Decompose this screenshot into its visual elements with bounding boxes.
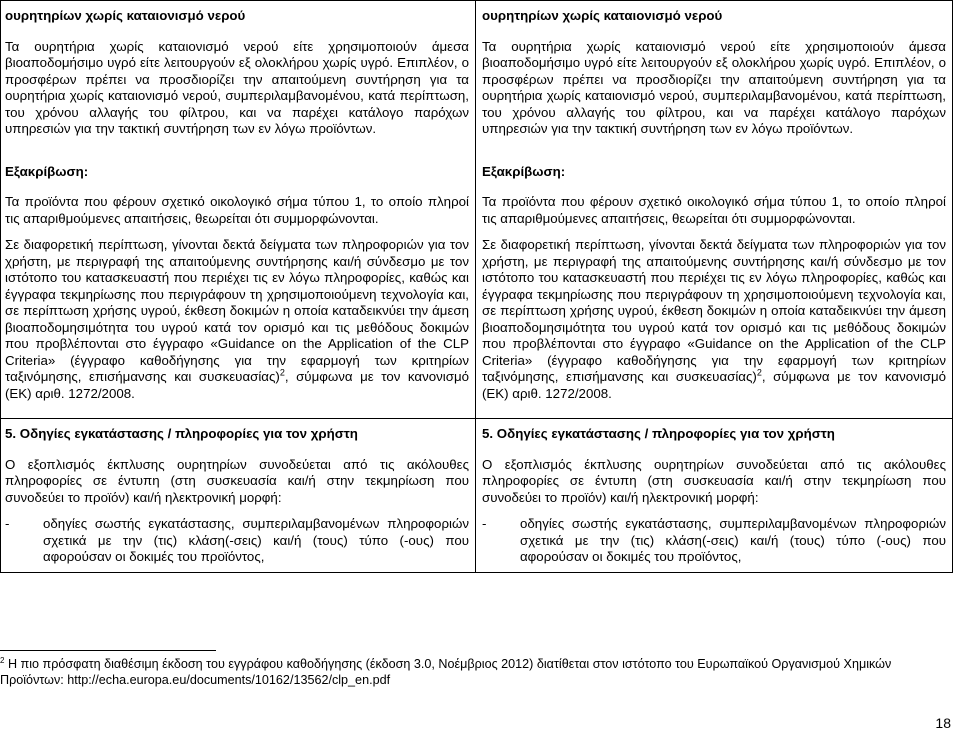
section-heading: 5. Οδηγίες εγκατάστασης / πληροφορίες για τον χρήστη (482, 426, 835, 441)
list-marker: - (5, 516, 10, 531)
right-cell (476, 419, 953, 573)
footnote-divider (0, 650, 216, 651)
footnote-text: Η πιο πρόσφατη διαθέσιμη έκδοση του εγγράφου καθοδήγησης (έκδοση 3.0, Νοέμβριος 2012) διατίθεται στον ιστότοπο του Ευρωπαϊκού Οργανισμού Χημικών Προϊόντων: http://echa.europa.eu/documents/10162/13562/clp_en.pdf (0, 657, 892, 687)
list-item (5, 516, 469, 566)
right-cell (476, 1, 953, 419)
paragraph: Τα προϊόντα που φέρουν σχετικό οικολογικό σήμα τύπου 1, το οποίο πληροί τις απαριθμούμενες απαιτήσεις, θεωρείται ότι συμμορφώνονται. (5, 194, 469, 226)
paragraph: Ο εξοπλισμός έκπλυσης ουρητηρίων συνοδεύεται από τις ακόλουθες πληροφορίες σε έντυπη (στη συσκευασία και/ή στην τεκμηρίωση που συνοδεύει το προϊόν) και/ή ηλεκτρονική μορφή: (5, 456, 469, 505)
list-item-text: οδηγίες σωστής εγκατάστασης, συμπεριλαμβανομένων πληροφοριών σχετικά με την (τις) κλάση(-σεις) και/ή (τους) τύπο (-ους) που αφορούσαν οι δοκιμές του προϊόντος, (43, 516, 469, 564)
paragraph-with-footnote-ref: Σε διαφορετική περίπτωση, γίνονται δεκτά δείγματα των πληροφοριών για τον χρήστη, με περιγραφή της απαιτούμενης συντήρησης και/ή σύνδεσμο με τον ιστότοπο του κατασκευαστή που περιέχει τις εν λόγω πληροφορίες, καθώς και έγγραφα τεκμηρίωσης που περιγράφουν τη χρησιμοποιούμενη τεχνολογία και, σε περίπτωση χρήσης υγρού, έκθεση δοκιμών η οποία καταδεικνύει την άμεση βιοαποδομησιμότητα του υγρού κατά τον ορισμό και τις μεθόδους δοκιμών που προβλέπονται στο έγγραφο «Guidance on the Application of the CLP Criteria» (έγγραφο καθοδήγησης για την εφαρμογή των κριτηρίων ταξινόμησης, επισήμανσης και συσκευασίας)$^2$, σύμφωνα με τον κανονισμό (ΕΚ) αριθ. 1272/2008. (482, 237, 947, 401)
list-marker: - (482, 516, 487, 531)
paragraph: Τα ουρητήρια χωρίς καταιονισμό νερού είτε χρησιμοποιούν άμεσα βιοαποδομήσιμο υγρό είτε λειτουργούν εξ ολοκλήρου χωρίς υγρό. Επιπλέον, ο προσφέρων πρέπει να προσδιορίζει την απαιτούμενη συντήρηση για τα ουρητήρια χωρίς καταιονισμό νερού, συμπεριλαμβανομένου, κατά περίπτωση, του χρόνου αλλαγής του φίλτρου, και να παρέχει κατάλογο παρόχων υπηρεσιών για την τακτική συντήρηση των εν λόγω προϊόντων. (482, 38, 946, 136)
section-heading: 5. Οδηγίες εγκατάστασης / πληροφορίες για τον χρήστη (5, 426, 358, 441)
table-row (1, 419, 953, 573)
section-heading: ουρητηρίων χωρίς καταιονισμό νερού (482, 8, 723, 23)
footnote (0, 656, 955, 688)
page-number: 18 (935, 715, 951, 731)
verification-heading: Εξακρίβωση: (5, 163, 89, 179)
paragraph: Τα προϊόντα που φέρουν σχετικό οικολογικό σήμα τύπου 1, το οποίο πληροί τις απαριθμούμενες απαιτήσεις, θεωρείται ότι συμμορφώνονται. (482, 194, 946, 226)
paragraph: Τα ουρητήρια χωρίς καταιονισμό νερού είτε χρησιμοποιούν άμεσα βιοαποδομήσιμο υγρό είτε λειτουργούν εξ ολοκλήρου χωρίς υγρό. Επιπλέον, ο προσφέρων πρέπει να προσδιορίζει την απαιτούμενη συντήρηση για τα ουρητήρια χωρίς καταιονισμό νερού, συμπεριλαμβανομένου, κατά περίπτωση, του χρόνου αλλαγής του φίλτρου, και να παρέχει κατάλογο παρόχων υπηρεσιών για την τακτική συντήρηση των εν λόγω προϊόντων. (5, 38, 469, 136)
footnote-ref[interactable]: 2 (279, 367, 285, 378)
footnote-number: 2 (0, 655, 5, 665)
list-item (482, 516, 946, 566)
paragraph-with-footnote-ref: Σε διαφορετική περίπτωση, γίνονται δεκτά δείγματα των πληροφοριών για τον χρήστη, με περιγραφή της απαιτούμενης συντήρησης και/ή σύνδεσμο με τον ιστότοπο του κατασκευαστή που περιέχει τις εν λόγω πληροφορίες, καθώς και έγγραφα τεκμηρίωσης που περιγράφουν τη χρησιμοποιούμενη τεχνολογία και, σε περίπτωση χρήσης υγρού, έκθεση δοκιμών η οποία καταδεικνύει την άμεση βιοαποδομησιμότητα του υγρού κατά τον ορισμό και τις μεθόδους δοκιμών που προβλέπονται στο έγγραφο «Guidance on the Application of the CLP Criteria» (έγγραφο καθοδήγησης για την εφαρμογή των κριτηρίων ταξινόμησης, επισήμανσης και συσκευασίας)$^2$, σύμφωνα με τον κανονισμό (ΕΚ) αριθ. 1272/2008. (5, 237, 470, 401)
verification-heading: Εξακρίβωση: (482, 163, 566, 179)
list-item-text: οδηγίες σωστής εγκατάστασης, συμπεριλαμβανομένων πληροφοριών σχετικά με την (τις) κλάση(-σεις) και/ή (τους) τύπο (-ους) που αφορούσαν οι δοκιμές του προϊόντος, (520, 516, 946, 564)
left-cell (1, 1, 476, 419)
footnote-ref[interactable]: 2 (756, 367, 762, 378)
table-row (1, 1, 953, 419)
section-heading: ουρητηρίων χωρίς καταιονισμό νερού (5, 8, 246, 23)
paragraph: Ο εξοπλισμός έκπλυσης ουρητηρίων συνοδεύεται από τις ακόλουθες πληροφορίες σε έντυπη (στη συσκευασία και/ή στην τεκμηρίωση που συνοδεύει το προϊόν) και/ή ηλεκτρονική μορφή: (482, 456, 946, 505)
left-cell (1, 419, 476, 573)
